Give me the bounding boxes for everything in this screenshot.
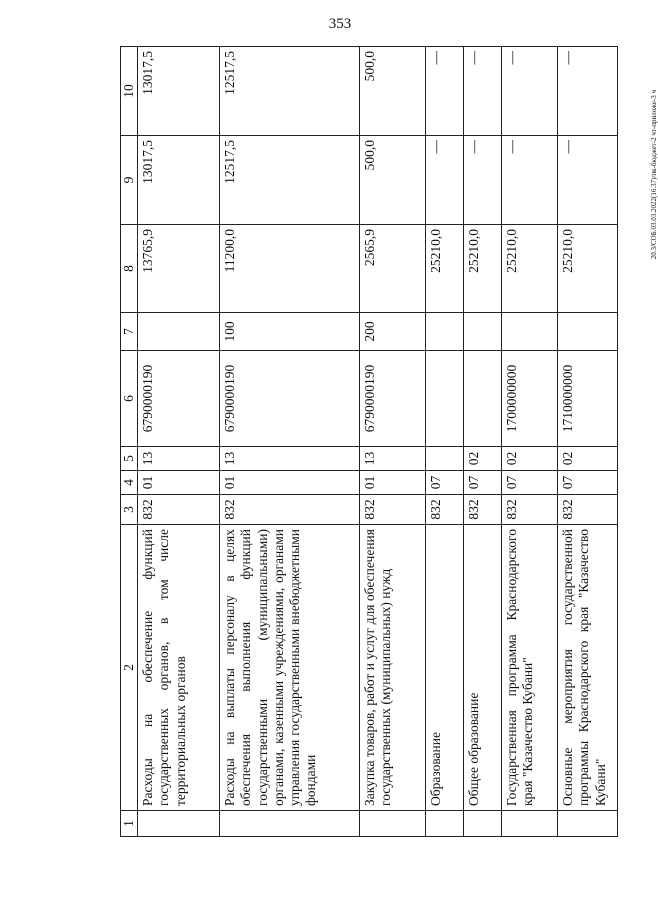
col-4: 07 <box>502 471 558 495</box>
col-4: 01 <box>360 471 426 495</box>
col-6: 1700000000 <box>502 351 558 447</box>
col-9: — <box>558 136 618 225</box>
col-8: 13765,9 <box>138 225 220 313</box>
table-row <box>220 47 360 837</box>
col-10: — <box>464 47 502 136</box>
col-6: 6790000190 <box>360 351 426 447</box>
col-10: 500,0 <box>360 47 426 136</box>
col-10: 13017,5 <box>138 47 220 136</box>
item-name: Государственная программа Краснодарского края "Казачество Кубани" <box>502 525 558 811</box>
row-col-1 <box>558 811 618 837</box>
budget-table <box>120 46 618 837</box>
col-5: 02 <box>464 447 502 471</box>
item-name: Расходы на обеспечение функций государственных органов, в том числе территориальных органов <box>138 525 220 811</box>
col-5: 13 <box>360 447 426 471</box>
col-7 <box>138 313 220 351</box>
column-number: 10 <box>121 47 138 136</box>
item-name: Закупка товаров, работ и услуг для обеспечения государственных (муниципальных) нужд <box>360 525 426 811</box>
col-8: 25210,0 <box>464 225 502 313</box>
column-number: 8 <box>121 225 138 313</box>
col-6: 1710000000 <box>558 351 618 447</box>
item-name: Основные мероприятия государственной программы Краснодарского края "Казачество Кубани" <box>558 525 618 811</box>
col-4: 07 <box>558 471 618 495</box>
row-col-1 <box>220 811 360 837</box>
item-name: Общее образование <box>464 525 502 811</box>
column-number: 2 <box>121 525 138 811</box>
col-5 <box>426 447 464 471</box>
col-3: 832 <box>464 495 502 525</box>
col-8: 25210,0 <box>426 225 464 313</box>
table-row <box>138 47 220 837</box>
col-6 <box>464 351 502 447</box>
col-5: 13 <box>220 447 360 471</box>
row-col-1 <box>502 811 558 837</box>
col-3: 832 <box>558 495 618 525</box>
col-8: 2565,9 <box>360 225 426 313</box>
col-10: — <box>502 47 558 136</box>
col-4: 01 <box>138 471 220 495</box>
col-7 <box>464 313 502 351</box>
item-name: Образование <box>426 525 464 811</box>
col-5: 02 <box>558 447 618 471</box>
col-10: — <box>426 47 464 136</box>
col-4: 07 <box>464 471 502 495</box>
col-8: 25210,0 <box>502 225 558 313</box>
col-3: 832 <box>360 495 426 525</box>
col-9: — <box>464 136 502 225</box>
row-col-1 <box>360 811 426 837</box>
col-3: 832 <box>138 495 220 525</box>
row-col-1 <box>464 811 502 837</box>
col-7 <box>558 313 618 351</box>
column-number: 5 <box>121 447 138 471</box>
table-row <box>558 47 618 837</box>
column-number: 3 <box>121 495 138 525</box>
footer-code: 20.3/СОБ.03.03.2022(16.37)/пк-бюджет-2 чт-приложе-3 ч <box>650 90 658 260</box>
col-3: 832 <box>502 495 558 525</box>
rotated-budget-table <box>120 47 610 837</box>
column-number: 7 <box>121 313 138 351</box>
col-3: 832 <box>426 495 464 525</box>
col-4: 07 <box>426 471 464 495</box>
column-number: 6 <box>121 351 138 447</box>
column-number: 9 <box>121 136 138 225</box>
col-10: — <box>558 47 618 136</box>
col-10: 12517,5 <box>220 47 360 136</box>
table-row <box>502 47 558 837</box>
column-number: 4 <box>121 471 138 495</box>
col-7: 100 <box>220 313 360 351</box>
table-row <box>426 47 464 837</box>
col-6: 6790000190 <box>138 351 220 447</box>
page-number: 353 <box>328 16 352 32</box>
col-6 <box>426 351 464 447</box>
column-number-row <box>121 47 138 837</box>
col-8: 11200,0 <box>220 225 360 313</box>
col-6: 6790000190 <box>220 351 360 447</box>
row-col-1 <box>138 811 220 837</box>
col-7 <box>426 313 464 351</box>
column-number: 1 <box>121 811 138 837</box>
col-7: 200 <box>360 313 426 351</box>
col-8: 25210,0 <box>558 225 618 313</box>
col-7 <box>502 313 558 351</box>
col-9: 13017,5 <box>138 136 220 225</box>
col-9: — <box>502 136 558 225</box>
col-9: 500,0 <box>360 136 426 225</box>
col-9: 12517,5 <box>220 136 360 225</box>
table-row <box>464 47 502 837</box>
col-9: — <box>426 136 464 225</box>
table-row <box>360 47 426 837</box>
item-name: Расходы на выплаты персоналу в целях обеспечения выполнения функций государственными (муниципальными) органами, казенными учреждениями, органами управления государственными внебюджетными фондами <box>220 525 360 811</box>
col-4: 01 <box>220 471 360 495</box>
col-5: 02 <box>502 447 558 471</box>
row-col-1 <box>426 811 464 837</box>
col-5: 13 <box>138 447 220 471</box>
col-3: 832 <box>220 495 360 525</box>
